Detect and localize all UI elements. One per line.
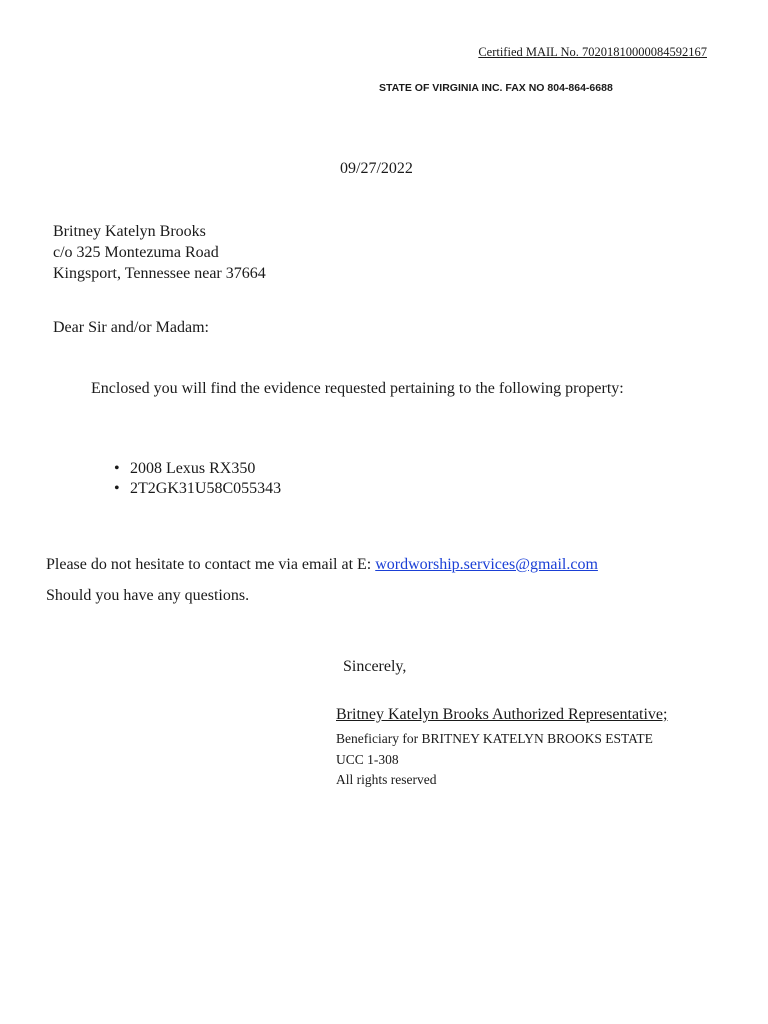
salutation: Dear Sir and/or Madam: [53, 319, 209, 336]
signature-beneficiary: Beneficiary for BRITNEY KATELYN BROOKS ESTATE [336, 731, 653, 746]
letter-date: 09/27/2022 [340, 160, 413, 177]
contact-prefix: Please do not hesitate to contact me via email at E: [46, 556, 376, 573]
fax-line: STATE OF VIRGINIA INC. FAX NO 804-864-6688 [379, 82, 613, 94]
list-item [114, 459, 281, 479]
property-item-vehicle: 2008 Lexus RX350 [130, 460, 256, 477]
email-link[interactable]: wordworship.services@gmail.com [375, 556, 598, 573]
closing-sincerely: Sincerely, [343, 658, 407, 675]
recipient-city: Kingsport, Tennessee near 37664 [53, 265, 266, 282]
property-list [114, 459, 281, 499]
list-item [114, 479, 281, 499]
questions-line: Should you have any questions. [46, 587, 250, 604]
enclosed-paragraph: Enclosed you will find the evidence requested pertaining to the following property: [91, 380, 624, 397]
recipient-street: c/o 325 Montezuma Road [53, 244, 219, 261]
signature-block [336, 729, 653, 791]
recipient-address [53, 221, 266, 284]
contact-line [46, 556, 598, 574]
bullet-icon: • [114, 460, 120, 477]
signature-name: Britney Katelyn Brooks Authorized Representative; [336, 706, 668, 723]
property-item-vin: 2T2GK31U58C055343 [130, 480, 282, 497]
certified-mail-number: Certified MAIL No. 70201810000084592167 [478, 45, 707, 59]
signature-ucc: UCC 1-308 [336, 751, 399, 767]
recipient-name: Britney Katelyn Brooks [53, 223, 206, 240]
signature-rights: All rights reserved [336, 772, 437, 787]
bullet-icon: • [114, 480, 120, 497]
